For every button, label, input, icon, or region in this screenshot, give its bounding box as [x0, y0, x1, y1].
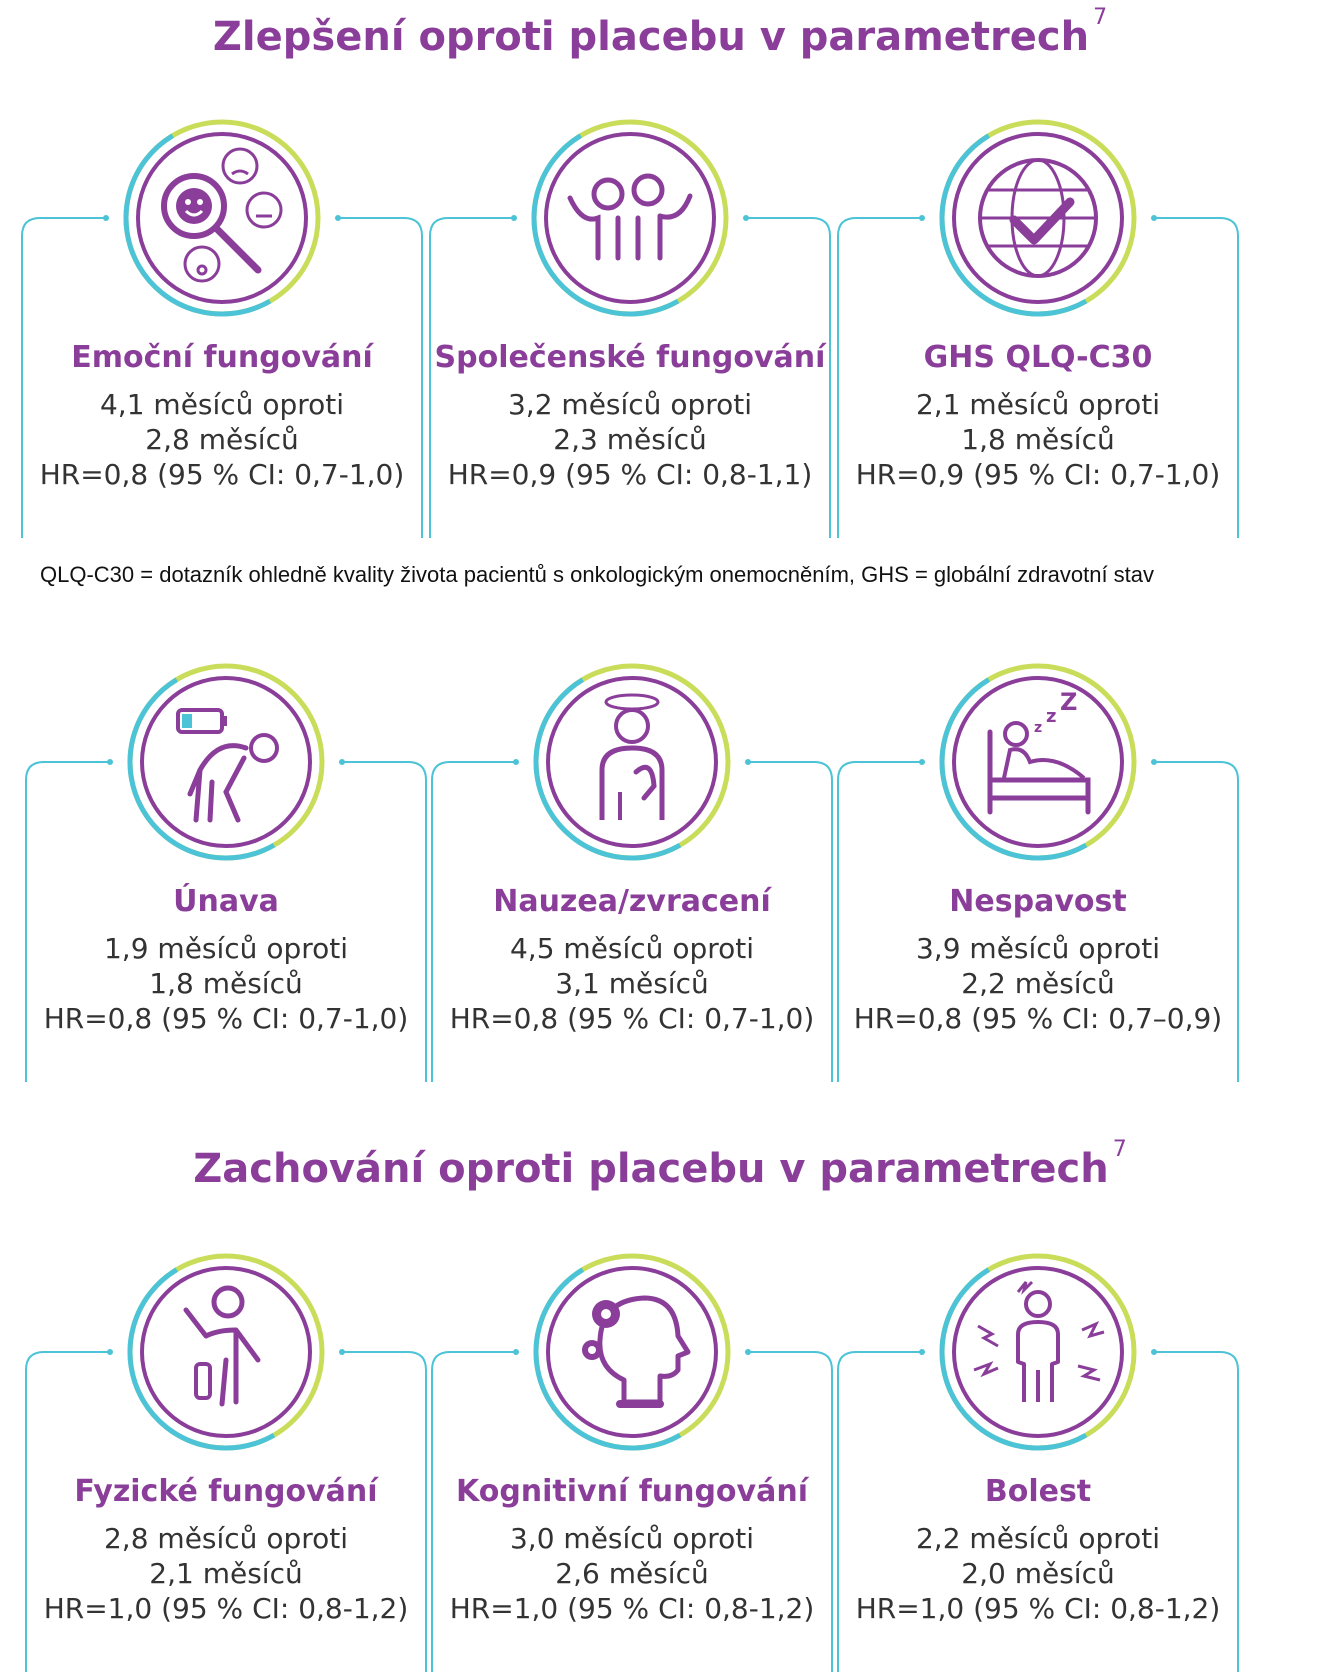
head-gears-icon — [532, 1252, 732, 1452]
section-1-reference: 7 — [1093, 4, 1108, 30]
card-value-placebo: 2,3 měsíců — [553, 423, 707, 456]
card-insomnia — [830, 662, 1246, 1082]
card-title: Bolest — [984, 1474, 1092, 1509]
card-physical-functioning — [18, 1252, 434, 1672]
svg-text:z: z — [1046, 706, 1057, 727]
card-title: Nespavost — [949, 884, 1127, 919]
abbreviations-footnote: QLQ-C30 = dotazník ohledně kvality života pacientů s onkologickým onemocněním, GHS = globální zdravotní stav — [40, 562, 1155, 587]
card-hazard-ratio: HR=1,0 (95 % CI: 0,8-1,2) — [855, 1592, 1221, 1625]
card-value-placebo: 1,8 měsíců — [961, 423, 1115, 456]
card-social-functioning — [422, 118, 838, 538]
card-value-treatment: 2,1 měsíců oproti — [915, 388, 1161, 421]
card-title: Únava — [173, 884, 279, 919]
card-value-treatment: 3,0 měsíců oproti — [509, 1522, 755, 1555]
card-cognitive-functioning — [424, 1252, 840, 1672]
body-pain-icon — [938, 1252, 1138, 1452]
card-hazard-ratio: HR=0,9 (95 % CI: 0,7-1,0) — [855, 458, 1221, 491]
card-value-placebo: 2,2 měsíců — [961, 967, 1115, 1000]
card-hazard-ratio: HR=1,0 (95 % CI: 0,8-1,2) — [449, 1592, 815, 1625]
card-value-placebo: 2,8 měsíců — [145, 423, 299, 456]
card-value-treatment: 1,9 měsíců oproti — [103, 932, 349, 965]
emotions-magnifier-icon — [122, 118, 322, 318]
card-hazard-ratio: HR=0,9 (95 % CI: 0,8-1,1) — [447, 458, 813, 491]
section-1-title: Zlepšení oproti placebu v parametrech — [212, 14, 1090, 60]
card-value-treatment: 2,2 měsíců oproti — [915, 1522, 1161, 1555]
card-title: GHS QLQ-C30 — [923, 340, 1153, 375]
dizzy-person-icon — [532, 662, 732, 862]
card-value-treatment: 4,5 měsíců oproti — [509, 932, 755, 965]
card-fatigue — [18, 662, 434, 1082]
section-3-reference: 7 — [1112, 1136, 1127, 1162]
card-value-placebo: 2,6 měsíců — [555, 1557, 709, 1590]
card-title: Kognitivní fungování — [455, 1474, 808, 1509]
card-value-treatment: 3,2 měsíců oproti — [507, 388, 753, 421]
svg-text:Z: Z — [1060, 688, 1078, 716]
card-hazard-ratio: HR=0,8 (95 % CI: 0,7-1,0) — [43, 1002, 409, 1035]
card-title: Nauzea/zvracení — [493, 884, 771, 919]
card-value-treatment: 2,8 měsíců oproti — [103, 1522, 349, 1555]
card-value-placebo: 2,0 měsíců — [961, 1557, 1115, 1590]
section-3-title: Zachování oproti placebu v parametrech — [193, 1146, 1109, 1192]
card-value-placebo: 1,8 měsíců — [149, 967, 303, 1000]
card-value-treatment: 4,1 měsíců oproti — [99, 388, 345, 421]
card-ghs-qlq-c30 — [830, 118, 1246, 538]
card-hazard-ratio: HR=0,8 (95 % CI: 0,7-1,0) — [39, 458, 405, 491]
svg-text:z: z — [1034, 720, 1043, 736]
card-title: Emoční fungování — [71, 340, 373, 375]
card-value-placebo: 2,1 měsíců — [149, 1557, 303, 1590]
card-emotional-functioning — [14, 118, 430, 538]
people-hugging-icon — [530, 118, 730, 318]
tired-person-battery-icon — [126, 662, 326, 862]
card-hazard-ratio: HR=0,8 (95 % CI: 0,7–0,9) — [853, 1002, 1223, 1035]
card-hazard-ratio: HR=0,8 (95 % CI: 0,7-1,0) — [449, 1002, 815, 1035]
card-pain — [830, 1252, 1246, 1672]
card-title: Fyzické fungování — [74, 1474, 378, 1509]
section-3-heading — [0, 1136, 1320, 1192]
card-hazard-ratio: HR=1,0 (95 % CI: 0,8-1,2) — [43, 1592, 409, 1625]
sleepless-bed-icon — [938, 662, 1138, 862]
walking-person-icon — [126, 1252, 326, 1452]
card-title: Společenské fungování — [434, 340, 826, 375]
card-nausea-vomiting — [424, 662, 840, 1082]
section-1-heading — [0, 4, 1320, 60]
card-value-treatment: 3,9 měsíců oproti — [915, 932, 1161, 965]
card-value-placebo: 3,1 měsíců — [555, 967, 709, 1000]
globe-check-icon — [938, 118, 1138, 318]
